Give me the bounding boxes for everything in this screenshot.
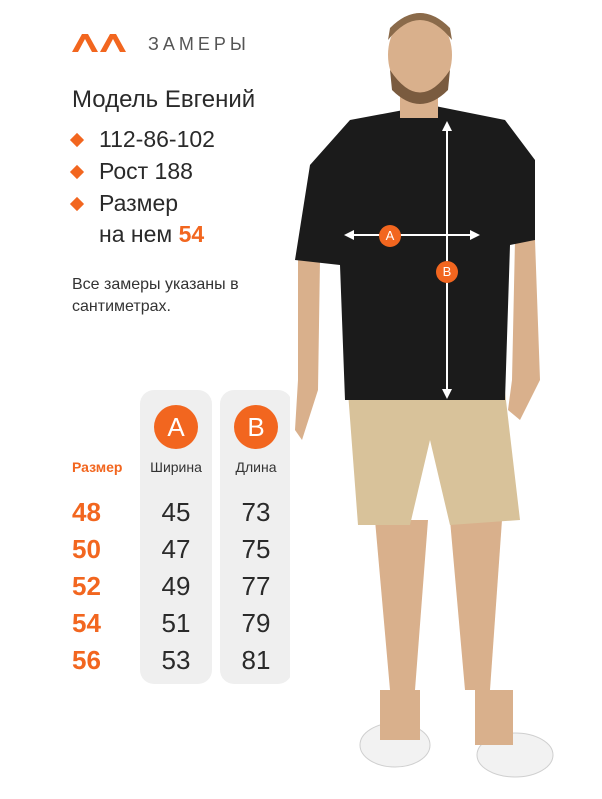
model-height-item [72,158,193,185]
length-cell: 81 [241,645,271,675]
length-column [220,494,292,679]
model-size-label-2: на нем [99,221,173,247]
length-cell: 77 [241,571,271,601]
photo-marker-a: A [385,228,395,243]
model-size-item [72,190,204,248]
length-column-header: Длина [235,459,277,475]
length-cell: 79 [241,608,271,638]
size-cell: 52 [72,571,101,601]
length-cell: 75 [241,534,271,564]
model-params: 112-86-102 [99,126,215,152]
measurement-note: Все замеры указаны в сантиметрах. [72,276,239,315]
model-size-line2 [99,221,204,248]
size-cell: 56 [72,645,101,675]
bullet-diamond-icon [70,197,84,211]
width-cell: 47 [161,534,191,564]
brand-logo [72,34,126,52]
model-height: Рост 188 [99,158,193,184]
bullet-diamond-icon [70,165,84,179]
width-cell: 45 [161,497,191,527]
width-cell: 53 [161,645,191,675]
length-cell: 73 [241,497,271,527]
bullet-diamond-icon [70,133,84,147]
model-photo [290,0,565,799]
width-column-header: Ширина [150,459,202,475]
marker-a-badge: A [154,405,198,449]
size-cell: 50 [72,534,101,564]
photo-marker-b: B [442,264,452,279]
model-params-item [72,126,215,153]
model-size-label: Размер [99,190,179,216]
size-cell: 54 [72,608,101,638]
size-cell: 48 [72,497,101,527]
model-name: Модель Евгений [72,86,256,113]
width-column [140,494,212,679]
width-cell: 51 [161,608,191,638]
size-column [72,494,101,679]
width-cell: 49 [161,571,191,601]
size-column-header: Размер [72,459,123,475]
page-title: ЗАМЕРЫ [148,34,250,54]
marker-b-badge: B [234,405,278,449]
model-size-value: 54 [178,221,205,247]
